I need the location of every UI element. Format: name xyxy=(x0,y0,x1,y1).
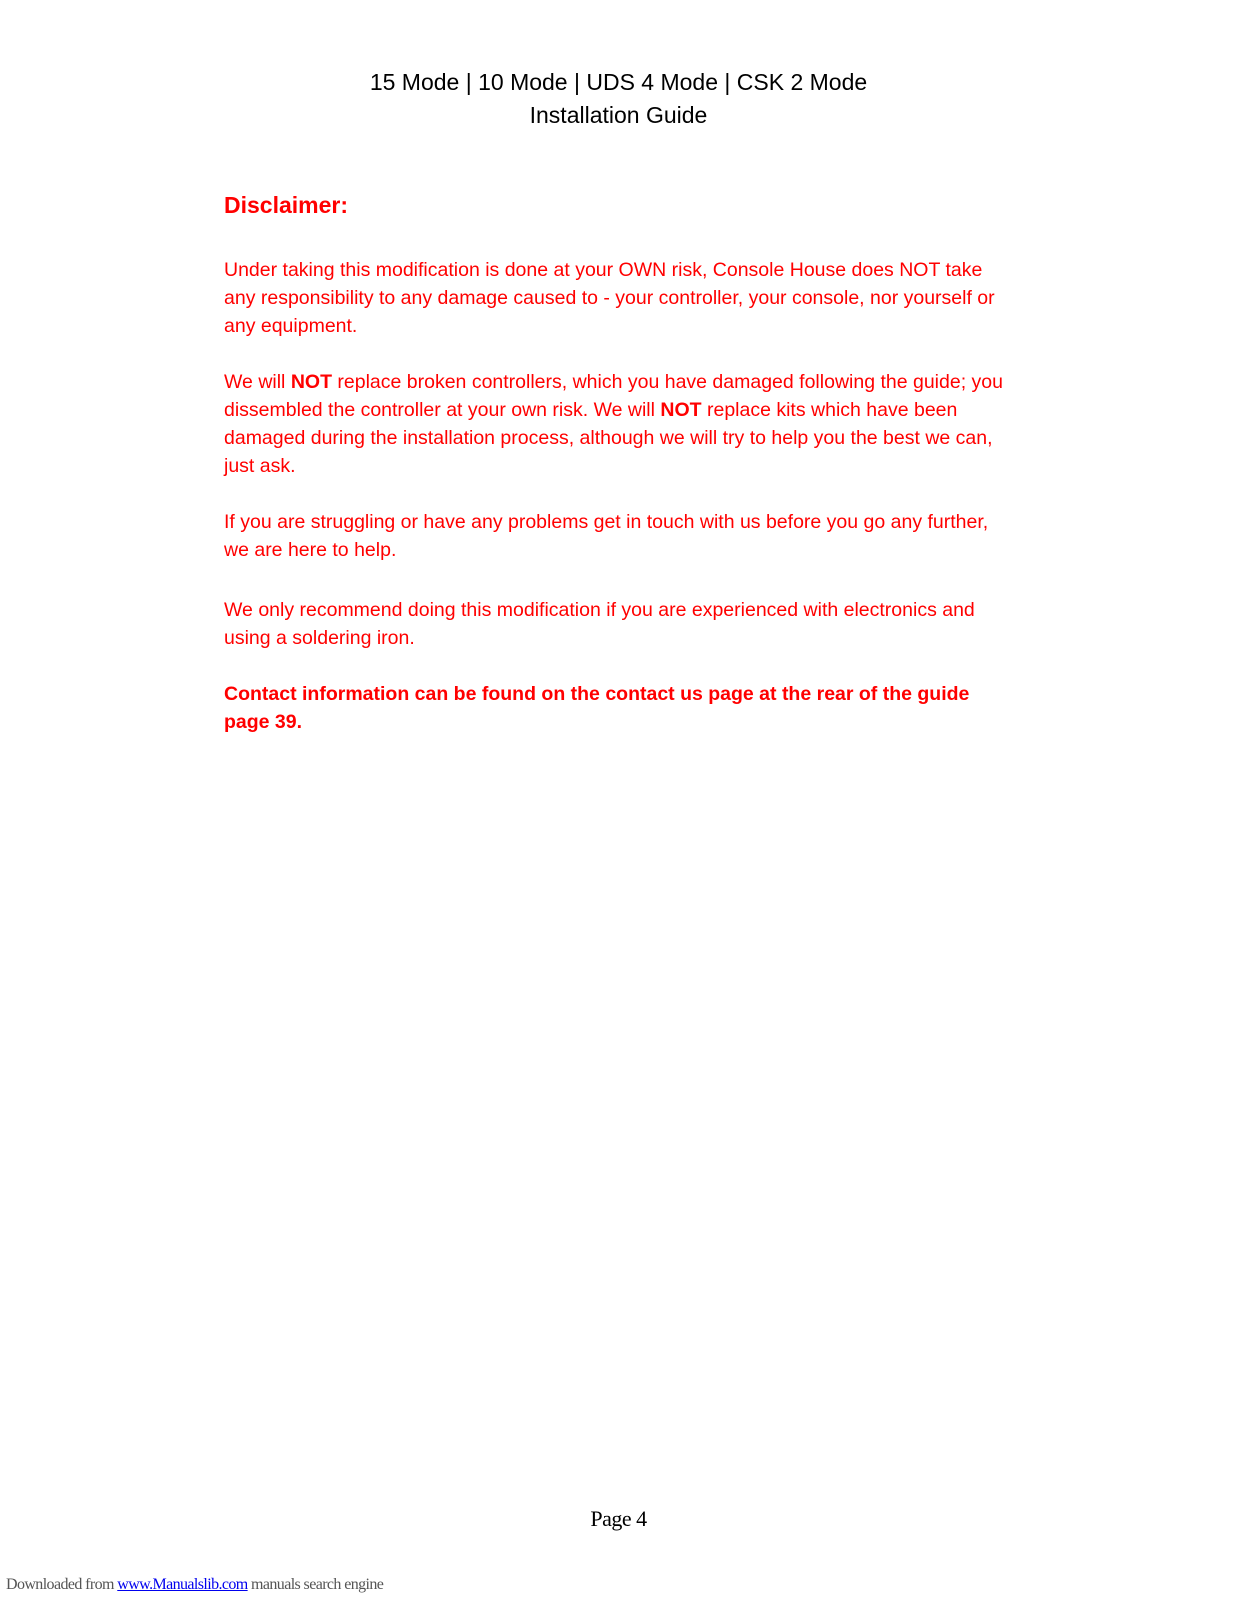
replacement-text-part1: We will xyxy=(224,371,291,393)
page-number: Page 4 xyxy=(590,1506,647,1531)
header-title-line1: 15 Mode | 10 Mode | UDS 4 Mode | CSK 2 Mode xyxy=(369,69,868,95)
disclaimer-paragraph-help: If you are struggling or have any problems get in touch with us before you go any further, we are here to help. xyxy=(224,511,989,561)
disclaimer-section xyxy=(224,190,1014,764)
document-header xyxy=(0,66,1237,132)
replacement-text-part2: replace broken controllers, which you have damaged following the guide; you dissembled the controller at your own risk. We will xyxy=(224,371,1003,421)
replacement-bold-not-1: NOT xyxy=(290,371,332,393)
disclaimer-paragraph-experience: We only recommend doing this modification if you are experienced with electronics and using a soldering iron. xyxy=(224,599,975,649)
download-footer xyxy=(6,1576,383,1594)
footer-prefix: Downloaded from xyxy=(6,1576,118,1593)
replacement-text-part3: replace kits which have been damaged during the installation process, although we will try to help you the best we can, just ask. xyxy=(224,399,993,477)
disclaimer-heading: Disclaimer: xyxy=(224,192,349,218)
disclaimer-paragraph-replacement xyxy=(224,368,1014,480)
manualslib-link[interactable]: www.Manualslib.com xyxy=(117,1576,248,1593)
header-title-line2: Installation Guide xyxy=(529,102,708,128)
disclaimer-paragraph-contact: Contact information can be found on the contact us page at the rear of the guide page 39. xyxy=(224,683,970,733)
replacement-bold-not-2: NOT xyxy=(660,399,702,421)
footer-suffix: manuals search engine xyxy=(247,1576,384,1593)
disclaimer-paragraph-risk: Under taking this modification is done at your OWN risk, Console House does NOT take any responsibility to any damage caused to - your controller, your console, nor yourself or any equipment. xyxy=(224,259,995,337)
